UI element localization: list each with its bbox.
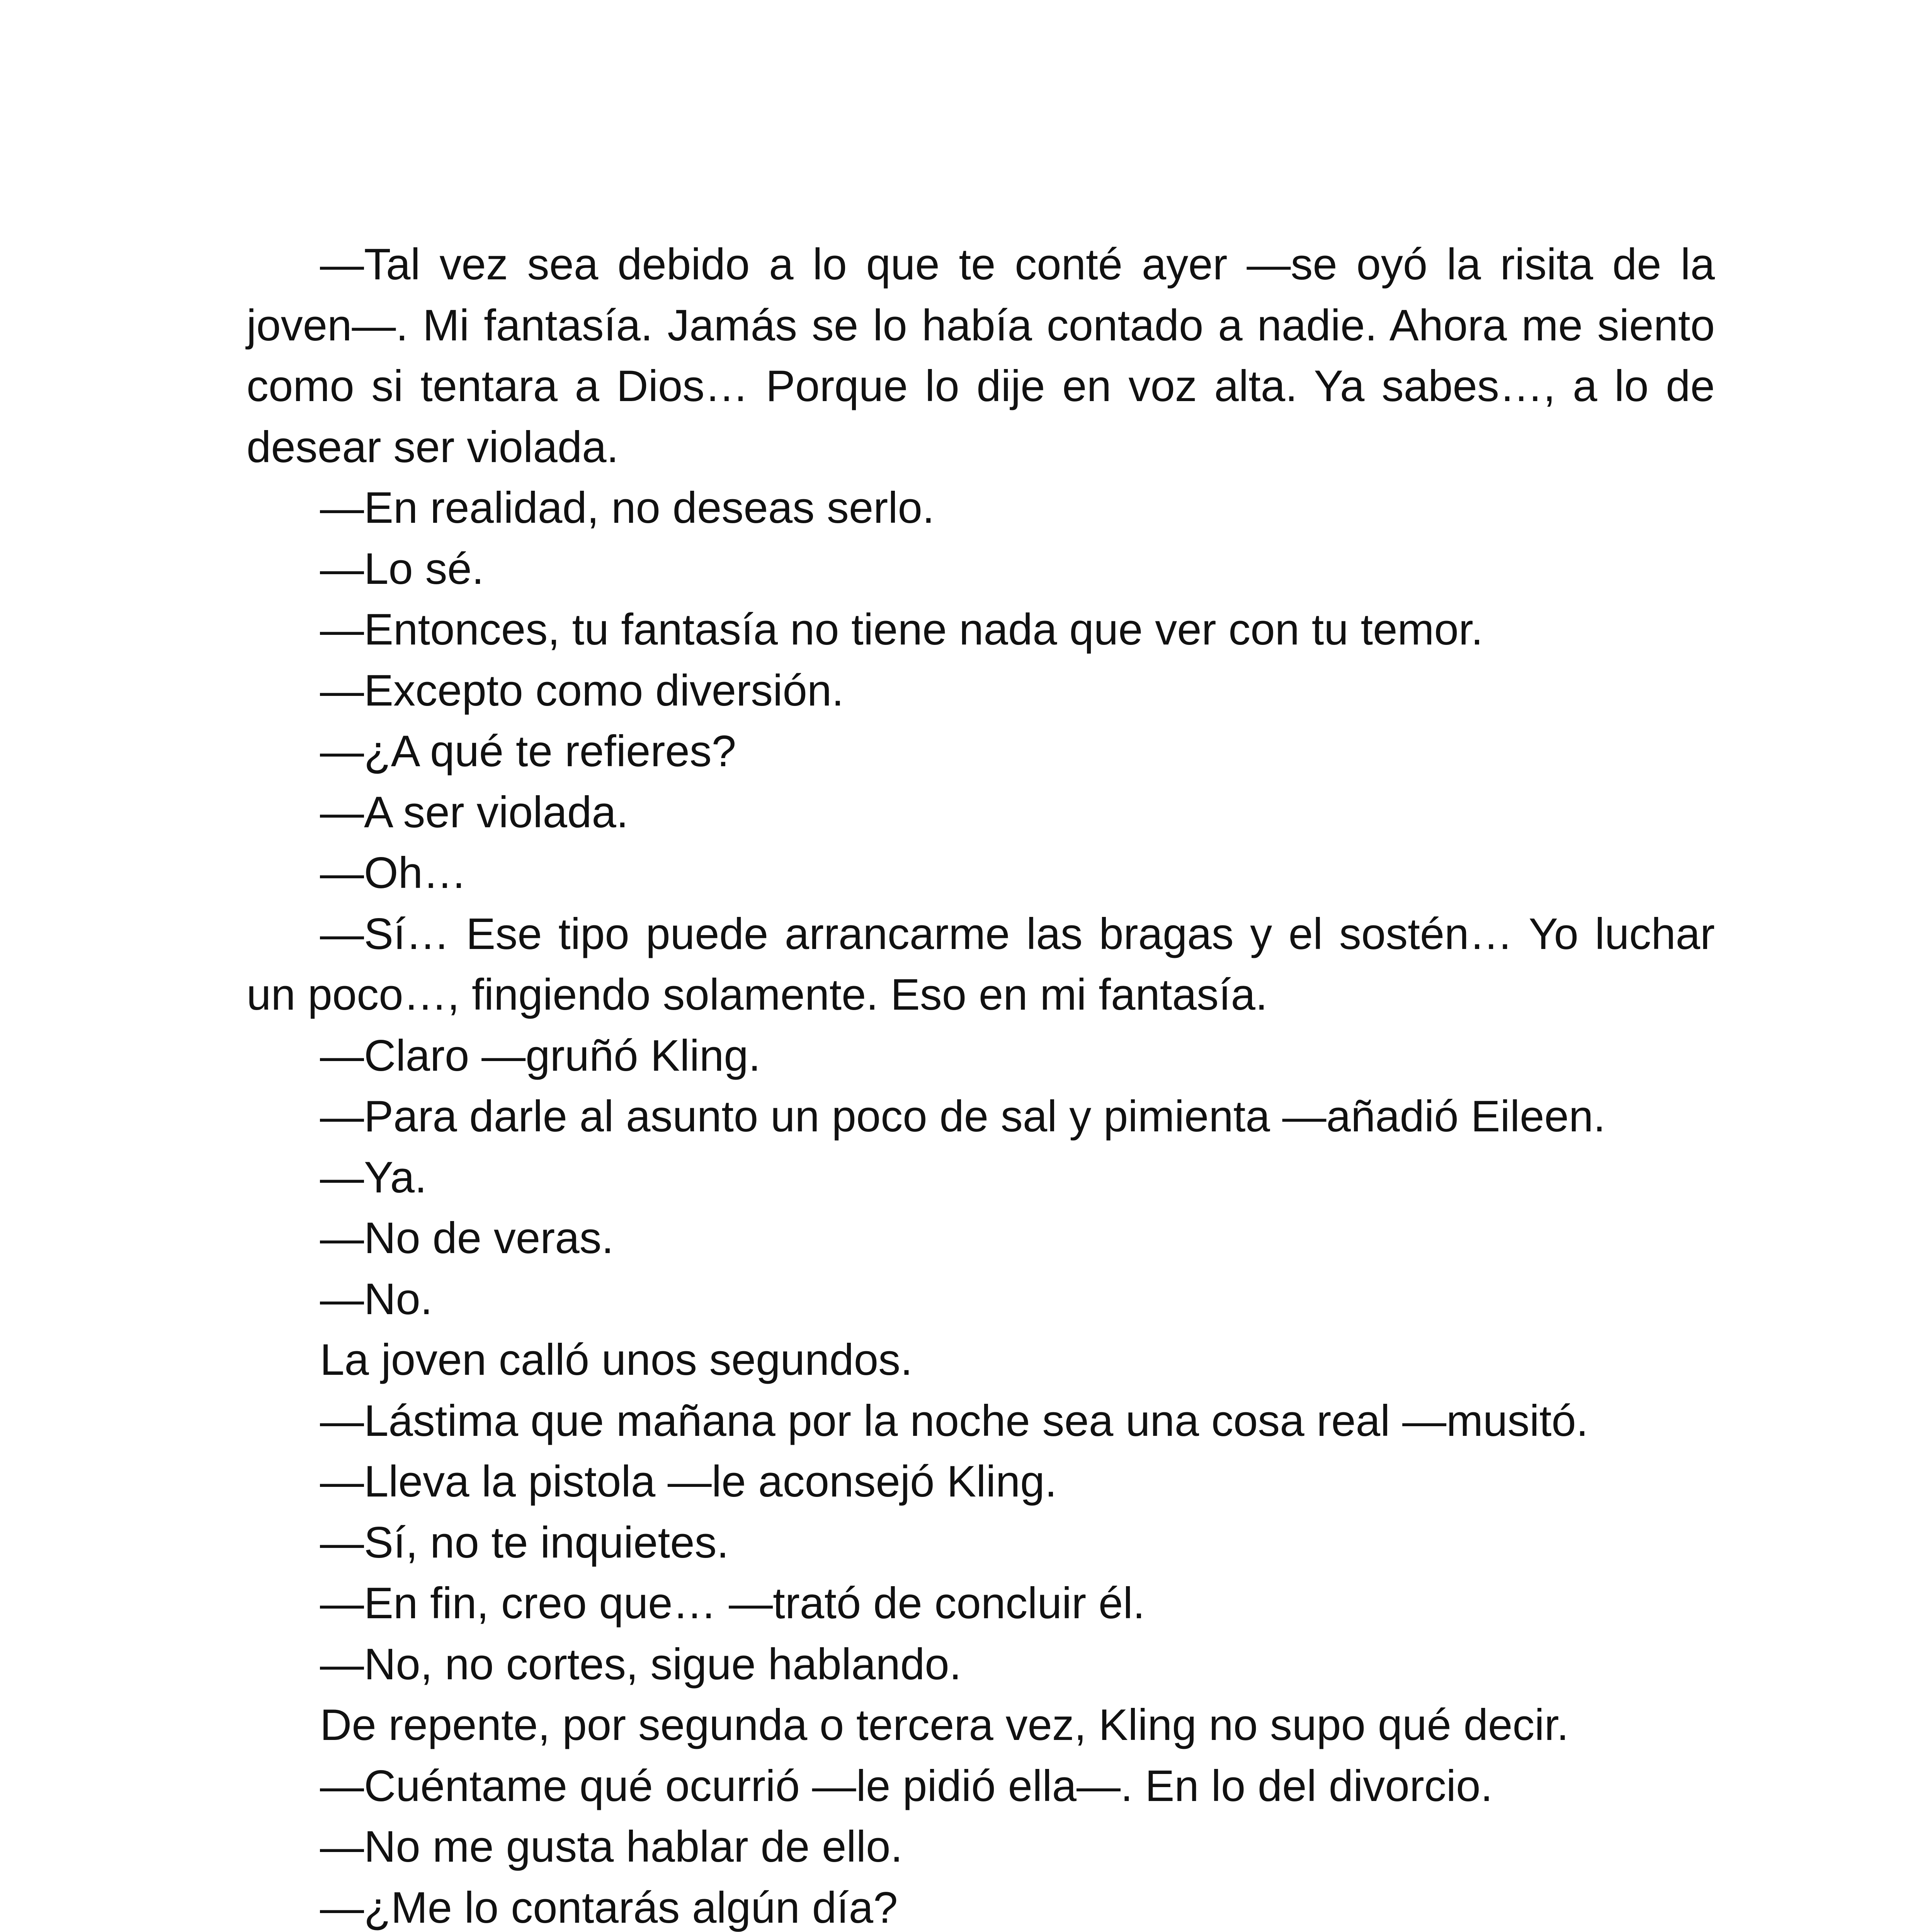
paragraph: —En realidad, no deseas serlo. [320, 483, 935, 532]
paragraph: —¿A qué te refieres? [320, 727, 736, 776]
paragraph: De repente, por segunda o tercera vez, Kling no supo qué decir. [320, 1701, 1569, 1750]
paragraph: —No, no cortes, sigue hablando. [320, 1639, 962, 1689]
paragraph: —Claro —gruñó Kling. [320, 1031, 761, 1080]
paragraph: —Ya. [320, 1153, 427, 1202]
paragraph: —¿Me lo contarás algún día? [320, 1883, 898, 1932]
body-text [247, 234, 1715, 1932]
paragraph: —Sí… Ese tipo puede arrancarme las bragas y el sostén… Yo luchar un poco…, fingiendo solamente. Eso en mi fantasía. [247, 909, 1715, 1019]
paragraph: —No de veras. [320, 1214, 614, 1263]
paragraph: —Oh… [320, 849, 467, 898]
paragraph: —A ser violada. [320, 787, 629, 837]
paragraph: —Excepto como diversión. [320, 666, 844, 715]
paragraph: —Entonces, tu fantasía no tiene nada que ver con tu temor. [320, 605, 1483, 654]
paragraph: —Lástima que mañana por la noche sea una cosa real —musitó. [320, 1396, 1588, 1446]
paragraph: La joven calló unos segundos. [320, 1335, 913, 1384]
paragraph: —En fin, creo que… —trató de concluir él. [320, 1579, 1145, 1628]
paragraph: —Para darle al asunto un poco de sal y pimienta —añadió Eileen. [320, 1092, 1606, 1141]
paragraph: —Cuéntame qué ocurrió —le pidió ella—. En lo del divorcio. [320, 1761, 1493, 1811]
paragraph: —Sí, no te inquietes. [320, 1518, 729, 1567]
paragraph: —Lleva la pistola —le aconsejó Kling. [320, 1457, 1057, 1506]
paragraph: —Tal vez sea debido a lo que te conté ayer —se oyó la risita de la joven—. Mi fantasía. Jamás se lo había contado a nadie. Ahora me siento como si tentara a Dios… Porque lo dije en voz alta. Ya sabes…, a lo de desear ser violada. [247, 240, 1715, 472]
paragraph: —Lo sé. [320, 544, 484, 594]
paragraph: —No me gusta hablar de ello. [320, 1822, 903, 1871]
paragraph: —No. [320, 1274, 433, 1324]
